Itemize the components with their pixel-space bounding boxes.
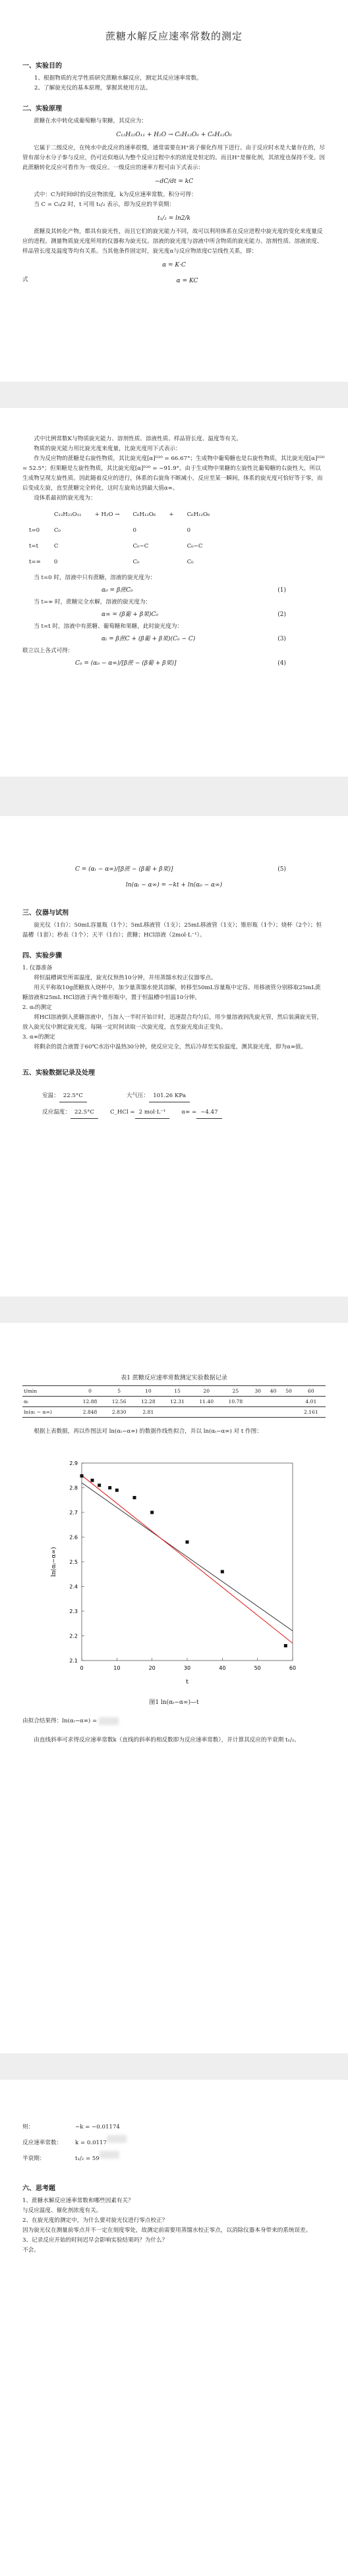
table-cell <box>281 1397 296 1407</box>
x-tick-label: 30 <box>183 1665 191 1671</box>
data-point <box>91 1479 94 1482</box>
table-cell <box>221 1407 250 1418</box>
data-point <box>133 1496 136 1499</box>
equation-number: (5) <box>277 866 286 873</box>
paragraph: 联立以上各式可得： <box>22 648 74 654</box>
paragraph: 旋光仪（1台）；50mL容量瓶（1个）；5mL移液管（1支）；25mL移液管（1支）；锥形瓶（1个）；烧杯（2个）；恒温槽（1套）；秒表（1个）；天平（1台）；蔗糖；HCl溶液（2mol·L⁻¹）。 <box>22 922 322 939</box>
paragraph: 它属于二级反应，在纯水中此反应的速率很慢，通常需要在H⁺离子催化作用下进行。由于反应时水是大量存在的，尽管有部分水分子参与反应，仍可近似地认为整个反应过程中水的浓度是恒定的。而且H⁺是催化剂，其浓度也保持不变。因此蔗糖转化反应可看作为一级反应。一级反应的速率方程可由下式表示： <box>22 145 325 171</box>
x-tick-label: 60 <box>289 1665 297 1671</box>
reaction-temp-label: 反应温度： <box>42 1109 71 1116</box>
equation-number: (1) <box>277 587 286 594</box>
conditions-row <box>22 1106 326 1119</box>
table-cell: 10 <box>134 1386 163 1397</box>
paragraph: 用天平称取10g蔗糖放入烧杯中，加少量蒸馏水使其溶解，转移至50mL容量瓶中定容。用移液管分别移取25mL蔗糖溶液和25mL HCl溶液于两个锥形瓶中，置于恒温槽中恒温10分钟。 <box>22 985 321 1001</box>
data-table <box>22 1385 326 1418</box>
data-point <box>221 1570 224 1574</box>
section-records-heading: 五、实验数据记录及处理 <box>22 1069 95 1077</box>
section-questions-heading: 六、思考题 <box>22 2185 55 2192</box>
table-cell <box>266 1407 281 1418</box>
answer: 不会。 <box>22 2247 40 2254</box>
y-tick-label: 2.6 <box>69 1534 78 1541</box>
paragraph: 将HCl溶液倒入蔗糖溶液中，当加入一半时开始计时，迅速混合均匀后，用少量溶液润洗旋光管，然后装满旋光管，放入旋光仪中测定旋光度。每隔一定时间读取一次旋光度，直至旋光度由正变负。 <box>22 1014 323 1031</box>
reaction-cell: C₀−C <box>187 543 203 550</box>
result-value: −k = −0.01174 <box>75 2124 120 2130</box>
y-tick-label: 2.9 <box>69 1460 78 1466</box>
equation: α∞ = (β葡 + β果)C₀ <box>102 611 159 618</box>
pressure-value: 101.26 KPa <box>149 1090 190 1102</box>
reaction-cell: t=0 <box>29 527 40 534</box>
question: 2、在旋光度的测定中，为什么要对旋光仪进行零点校正？ <box>22 2217 168 2224</box>
y-tick-label: 2.8 <box>69 1485 78 1491</box>
alpha-inf-value: −4.47 <box>196 1106 221 1119</box>
paragraph: 物质的旋光能力用比旋光度来度量，比旋光度用下式表示： <box>34 446 181 452</box>
reaction-table <box>28 506 223 571</box>
table-cell: 10.78 <box>221 1397 250 1407</box>
equation-numbered <box>22 607 326 622</box>
equation: C₀ = (α₀ − α∞)/[β蔗 − (β葡 + β果)] <box>75 660 177 667</box>
result-row <box>22 2119 326 2135</box>
reaction-cell: C₁₂H₂₂O₁₁ <box>53 511 82 518</box>
pressure-label: 大气压： <box>126 1093 150 1099</box>
paragraph: 当 t=0 时，溶液中只有蔗糖，溶液的旋光度为： <box>34 575 156 581</box>
table-cell <box>192 1407 221 1418</box>
reaction-cell <box>95 539 132 554</box>
reaction-cell: C₀ <box>187 559 194 565</box>
table-cell <box>163 1407 192 1418</box>
fit-text: 由拟合结果得：ln(αₜ−α∞) = <box>22 1718 98 1724</box>
redacted-area <box>99 1717 119 1725</box>
data-point <box>108 1486 111 1489</box>
table-row <box>22 1407 326 1418</box>
x-tick-label: 10 <box>113 1665 121 1671</box>
table-cell: 12.31 <box>163 1397 192 1407</box>
alpha-inf-label: α∞ = <box>181 1109 197 1116</box>
result-value: k = 0.0117 <box>75 2140 107 2146</box>
table-cell: 11.40 <box>192 1397 221 1407</box>
equation: α₀ = β蔗C₀ <box>102 587 133 594</box>
table-row <box>22 1386 326 1397</box>
x-tick-label: 40 <box>219 1665 226 1671</box>
table-cell: 2.848 <box>75 1407 104 1418</box>
reaction-row <box>29 539 222 554</box>
equation: C = (αₜ − α∞)/[β蔗 − (β葡 + β果)] <box>75 866 173 873</box>
chart-ln-vs-t <box>36 1450 312 1693</box>
page-title: 蔗糖水解反应速率常数的测定 <box>105 30 243 42</box>
reaction-cell: C <box>53 543 59 550</box>
reaction-cell: C₀ <box>132 559 140 565</box>
y-tick-label: 2.2 <box>69 1633 78 1639</box>
reaction-cell: + H₂O → <box>94 511 120 518</box>
conditions-row <box>22 1090 326 1102</box>
step-heading: 3. α∞的测定 <box>22 1034 55 1041</box>
table-cell: 30 <box>250 1386 265 1397</box>
y-tick-label: 2.4 <box>69 1584 78 1590</box>
room-temp-label: 室温： <box>42 1093 59 1099</box>
reaction-cell: + <box>169 511 174 518</box>
reaction-row <box>29 555 222 569</box>
reaction-header-row <box>29 507 222 522</box>
room-temp-value: 22.5°C <box>59 1090 87 1102</box>
page-4 <box>0 1323 348 2053</box>
table-cell: 50 <box>281 1386 296 1397</box>
table-cell <box>266 1397 281 1407</box>
table-row-header: ln(αₜ − α∞) <box>22 1407 75 1418</box>
data-point <box>186 1541 189 1544</box>
equation-numbered <box>22 656 326 671</box>
equation-numbered <box>22 632 326 646</box>
result-label: 反应速率常数： <box>22 2140 63 2146</box>
question: 1、蔗糖水解反应速率常数和哪些因素有关？ <box>22 2198 134 2204</box>
paragraph: 当 t=∞ 时，蔗糖完全水解，溶液的旋光度为： <box>34 599 152 605</box>
equation-numbered <box>22 862 326 877</box>
paragraph: 蔗糖在水中转化成葡萄糖与果糖，其反应为： <box>34 118 148 124</box>
table-cell: 2.830 <box>105 1407 134 1418</box>
page-3 <box>0 816 348 1297</box>
page-1 <box>0 0 348 382</box>
table-cell <box>250 1407 265 1418</box>
y-tick-label: 2.5 <box>69 1559 78 1565</box>
paragraph: 将恒温槽调至所需温度，旋光仪预热10分钟，并用蒸馏水校正仪器零点。 <box>34 975 217 981</box>
equation: t₁/₂ = ln2/k <box>157 215 190 222</box>
data-point <box>98 1483 101 1487</box>
table-cell: 5 <box>105 1386 134 1397</box>
table-cell <box>281 1407 296 1418</box>
purpose-item: 1、根据物质的光学性质研究蔗糖水解反应，测定其反应速率常数。 <box>34 75 202 82</box>
result-value: t₁/₂ = 59 <box>75 2155 100 2162</box>
x-tick-label: 20 <box>148 1665 156 1671</box>
data-point <box>115 1489 119 1492</box>
step-heading: 1. 仪器准备 <box>22 965 53 971</box>
reaction-cell: 0 <box>132 527 136 534</box>
result-label: 则： <box>22 2124 34 2130</box>
y-tick-label: 2.3 <box>69 1609 78 1614</box>
equation-number: (2) <box>277 611 286 618</box>
table-row <box>22 1397 326 1407</box>
paragraph: 根据上表数据，再以作图法对 ln(αₜ−α∞) 的数据作线性拟合，并以 ln(αₜ−α∞) 对 t 作图： <box>34 1428 262 1435</box>
data-point <box>284 1644 287 1647</box>
y-tick-label: 2.1 <box>69 1658 78 1664</box>
plot-area <box>82 1463 293 1661</box>
table-cell: 20 <box>192 1386 221 1397</box>
x-tick-label: 50 <box>254 1665 261 1671</box>
paragraph: 蔗糖及其转化产物，都具有旋光性，而且它们的旋光能力不同，故可以利用体系在反应进程中旋光度的变化来度量反应的进程。测量物质旋光度所用的仪器称为旋光仪。溶液的旋光度与溶液中所含物质的旋光能力、溶剂性质、溶液浓度、样品管长度及温度等均有关系。当其他条件固定时，旋光度α与反应物浓度C呈线性关系，即： <box>22 228 323 255</box>
question: 3、记录反应开始的时间迟早会影响实验结果吗？为什么？ <box>22 2237 168 2244</box>
equation: α = KC <box>176 278 198 284</box>
reaction-temp-value: 22.5°C <box>71 1106 98 1119</box>
hcl-conc-label: C_HCl = <box>110 1109 135 1116</box>
table-cell: 12.28 <box>134 1397 163 1407</box>
redacted-area <box>100 2151 119 2159</box>
table-cell <box>250 1397 265 1407</box>
table-cell: 15 <box>163 1386 192 1397</box>
section-steps-heading: 四、实验步骤 <box>22 952 62 960</box>
section-principle-heading: 二、实验原理 <box>22 105 62 113</box>
answer: 因为旋光仪在测量前零点并不一定在刻度零处，故测定前需要用蒸馏水校正零点，以消除仪器本身带来的系统误差。 <box>22 2227 312 2234</box>
step-heading: 2. αₜ的测定 <box>22 1004 52 1011</box>
x-axis-label: t <box>186 1679 188 1686</box>
reaction-cell: C₀ <box>53 527 61 534</box>
reaction-cell: 0 <box>53 559 58 565</box>
table-caption: 表1 蔗糖反应速率常数测定实验数据记录 <box>121 1375 227 1381</box>
purpose-item: 2、了解旋光仪的基本原理，掌握其使用方法。 <box>34 85 152 91</box>
table-cell: 2.161 <box>297 1407 326 1418</box>
table-cell: 12.88 <box>75 1397 104 1407</box>
figure-caption: 图1 ln(αₜ−α∞)—t <box>149 1699 199 1706</box>
table-cell: 2.81 <box>134 1407 163 1418</box>
equation-row <box>22 274 326 288</box>
paragraph <box>22 1716 326 1726</box>
table-cell: 4.01 <box>297 1397 326 1407</box>
hcl-conc-value: 2 mol·L⁻¹ <box>135 1106 170 1119</box>
paragraph: 当 C = C₀/2 时，t 可用 t₁/₂ 表示，即为反应的半衰期： <box>34 201 175 208</box>
paragraph: 将剩余的混合液置于60℃水浴中温热30分钟，使反应完全，然后冷却至实验温度，测其旋光度，即为α∞值。 <box>34 1044 307 1050</box>
paragraph: 式中：C为时间t时的反应物浓度，k为反应速率常数。积分可得： <box>34 192 197 198</box>
equation-number: (3) <box>277 636 286 642</box>
reaction-cell: t=t <box>29 543 39 550</box>
answer: 与反应温度、催化剂浓度有关。 <box>22 2207 102 2214</box>
table-cell: 0 <box>75 1386 104 1397</box>
reaction-cell: t=∞ <box>29 559 41 565</box>
page-2 <box>0 408 348 777</box>
result-row <box>22 2135 326 2151</box>
equation: αₜ = β蔗C + (β葡 + β果)(C₀ − C) <box>102 636 196 642</box>
equation-number: (4) <box>277 660 286 667</box>
equation-label: 式 <box>22 276 28 283</box>
paragraph: 设体系最初的旋光度为： <box>34 495 96 502</box>
page-5 <box>0 2080 348 2576</box>
data-point <box>150 1511 154 1514</box>
equation: C₁₂H₂₂O₁₁ + H₂O → C₆H₁₂O₆ + C₆H₁₂O₆ <box>116 132 232 138</box>
reaction-cell <box>95 555 132 569</box>
redacted-area <box>107 2135 127 2143</box>
table-cell: 40 <box>266 1386 281 1397</box>
table-cell: 12.56 <box>105 1397 134 1407</box>
table-row-header: αₜ <box>22 1397 75 1407</box>
paragraph: 当 t=t 时，溶液中有蔗糖、葡萄糖和果糖，此时旋光度为： <box>34 623 183 630</box>
data-point <box>80 1474 84 1478</box>
paragraph: 式中比例常数K与物质旋光能力、溶剂性质、溶液性质、样品管长度、温度等有关。 <box>34 436 242 442</box>
reaction-cell: C₆H₁₂O₆ <box>132 511 156 518</box>
paragraph: 由直线斜率可求得反应速率常数k（直线的斜率的相反数即为反应速率常数），并计算其反应的半衰期 t₁/₂。 <box>34 1737 300 1743</box>
result-label: 半衰期： <box>22 2155 45 2162</box>
section-purpose-heading: 一、实验目的 <box>22 63 62 70</box>
x-tick-label: 0 <box>80 1665 84 1671</box>
table-cell: 25 <box>221 1386 250 1397</box>
reaction-cell: C₀−C <box>132 543 149 550</box>
paragraph: 作为反应物的蔗糖是右旋性物质，其比旋光度[α]ᴰ²⁰ = 66.67°；生成物中葡萄糖也是右旋性物质，其比旋光度[α]ᴰ²⁰ = 52.5°；但果糖是左旋性物质，其比旋光度[α]ᴰ²⁰ = −91.9°。由于生成物中果糖的左旋性比葡萄糖的右旋性大，所以生成物呈现左旋性质。因此随着反应的进行，体系的右旋角不断减小，反应至某一瞬间，体系的旋光度可恰好等于零，而后变成左旋，直至蔗糖完全转化，这时左旋角达到最大值α∞。 <box>22 455 325 492</box>
equation: ln(αₜ − α∞) = −kt + ln(α₀ − α∞) <box>125 882 223 889</box>
reaction-cell: C₆H₁₂O₆ <box>187 511 210 518</box>
y-tick-label: 2.7 <box>69 1510 78 1516</box>
section-instruments-heading: 三、仪器与试剂 <box>22 910 69 917</box>
result-row <box>22 2151 326 2167</box>
reaction-cell: 0 <box>187 527 191 534</box>
equation: −dC/dt = kC <box>154 178 194 185</box>
equation: α = K·C <box>162 262 186 269</box>
equation-numbered <box>22 583 326 598</box>
reaction-cell <box>95 523 132 538</box>
table-cell: 60 <box>297 1386 326 1397</box>
reaction-row <box>29 523 222 538</box>
table-row-header: t/min <box>22 1386 75 1397</box>
y-axis-label: ln(αₜ−α∞) <box>51 1547 57 1577</box>
